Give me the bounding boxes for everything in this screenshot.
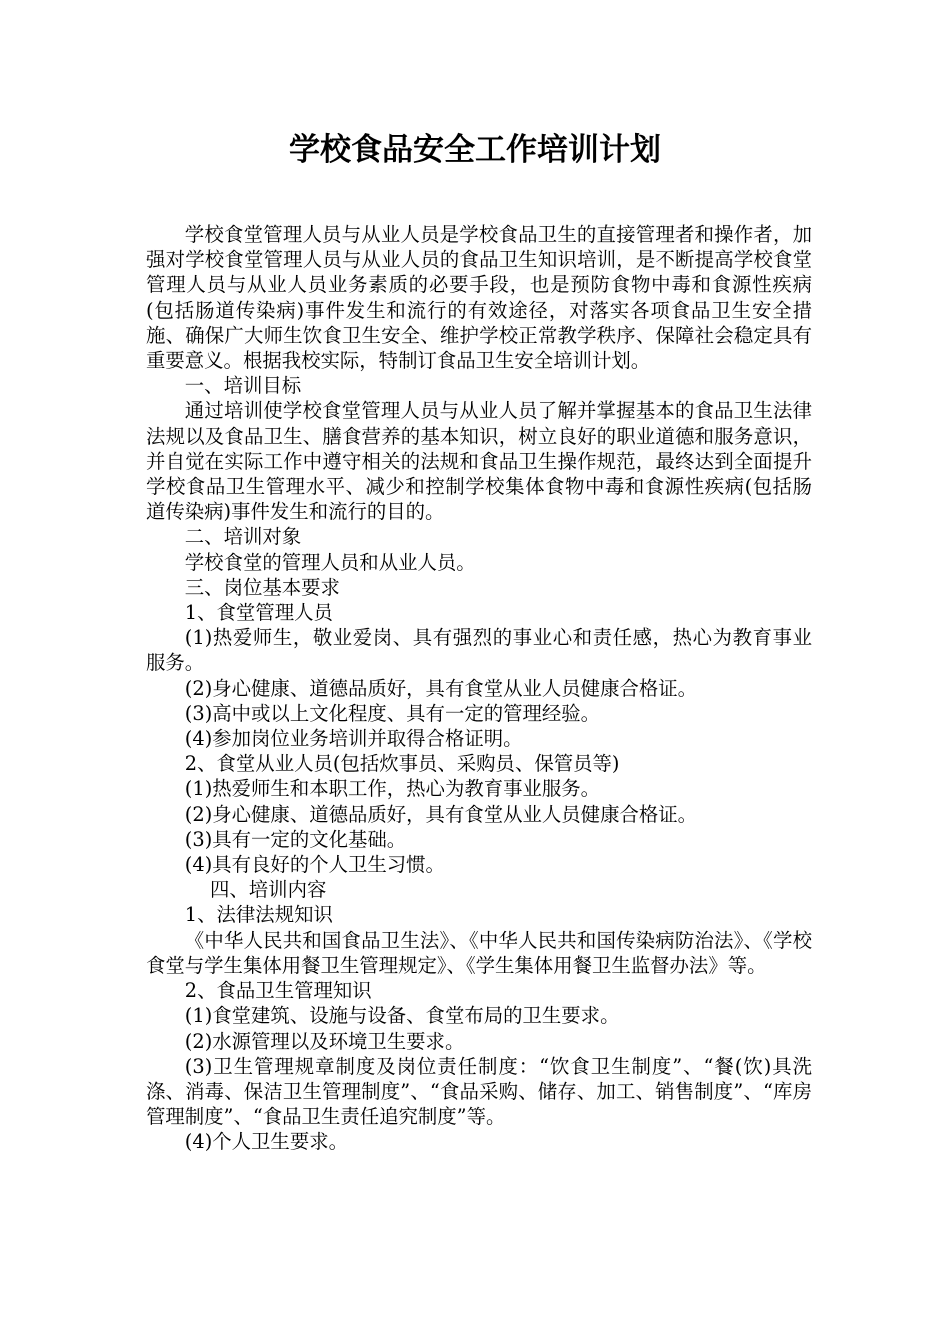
- list-item: (1)食堂建筑、设施与设备、食堂布局的卫生要求。: [184, 1004, 620, 1028]
- list-item: (4)具有良好的个人卫生习惯。: [184, 853, 445, 877]
- document-body: [146, 222, 812, 1155]
- document-title: 学校食品安全工作培训计划: [289, 132, 661, 168]
- list-item: (3)具有一定的文化基础。: [184, 827, 407, 851]
- list-item: (2)身心健康、道德品质好，具有食堂从业人员健康合格证。: [184, 802, 698, 826]
- section-heading-audience: 二、培训对象: [184, 525, 302, 549]
- intro-paragraph: 学校食堂管理人员与从业人员是学校食品卫生的直接管理者和操作者，加强对学校食堂管理人员与从业人员的食品卫生知识培训，是不断提高学校食堂管理人员与从业人员业务素质的必要手段，也是预防食物中毒和食源性疾病(包括肠道传染病)事件发生和流行的有效途径，对落实各项食品卫生安全措施、确保广大师生饮食卫生安全、维护学校正常教学秩序、保障社会稳定具有重要意义。根据我校实际，特制订食品卫生安全培训计划。: [146, 223, 812, 373]
- section-heading-requirements: 三、岗位基本要求: [184, 575, 340, 599]
- list-item: (3)高中或以上文化程度、具有一定的管理经验。: [184, 701, 601, 725]
- list-item: (1)热爱师生，敬业爱岗、具有强烈的事业心和责任感，热心为教育事业服务。: [146, 626, 812, 675]
- list-item: (4)参加岗位业务培训并取得合格证明。: [184, 727, 523, 751]
- list-item: (1)热爱师生和本职工作，热心为教育事业服务。: [184, 777, 601, 801]
- list-item: (3)卫生管理规章制度及岗位责任制度：“饮食卫生制度”、“餐(饮)具洗涤、消毒、保洁卫生管理制度”、“食品采购、储存、加工、销售制度”、“库房管理制度”、“食品卫生责任追究制度”等。: [146, 1054, 812, 1129]
- subheading-hygiene: 2、食品卫生管理知识: [184, 979, 372, 1003]
- laws-paragraph: 《中华人民共和国食品卫生法》、《中华人民共和国传染病防治法》、《学校食堂与学生集体用餐卫生管理规定》、《学生集体用餐卫生监督办法》等。: [146, 928, 812, 977]
- section-heading-content: 四、培训内容: [210, 878, 327, 902]
- subheading-laws: 1、法律法规知识: [184, 903, 333, 927]
- subheading-staff: 2、食堂从业人员(包括炊事员、采购员、保管员等): [184, 752, 620, 776]
- section-heading-goals: 一、培训目标: [184, 374, 302, 398]
- audience-paragraph: 学校食堂的管理人员和从业人员。: [184, 550, 476, 574]
- list-item: (2)水源管理以及环境卫生要求。: [184, 1029, 465, 1053]
- list-item: (4)个人卫生要求。: [184, 1130, 348, 1154]
- list-item: (2)身心健康、道德品质好，具有食堂从业人员健康合格证。: [184, 676, 698, 700]
- subheading-managers: 1、食堂管理人员: [184, 601, 333, 625]
- goals-paragraph: 通过培训使学校食堂管理人员与从业人员了解并掌握基本的食品卫生法律法规以及食品卫生、膳食营养的基本知识，树立良好的职业道德和服务意识，并自觉在实际工作中遵守相关的法规和食品卫生操作规范，最终达到全面提升学校食品卫生管理水平、减少和控制学校集体食物中毒和食源性疾病(包括肠道传染病)事件发生和流行的目的。: [146, 399, 812, 524]
